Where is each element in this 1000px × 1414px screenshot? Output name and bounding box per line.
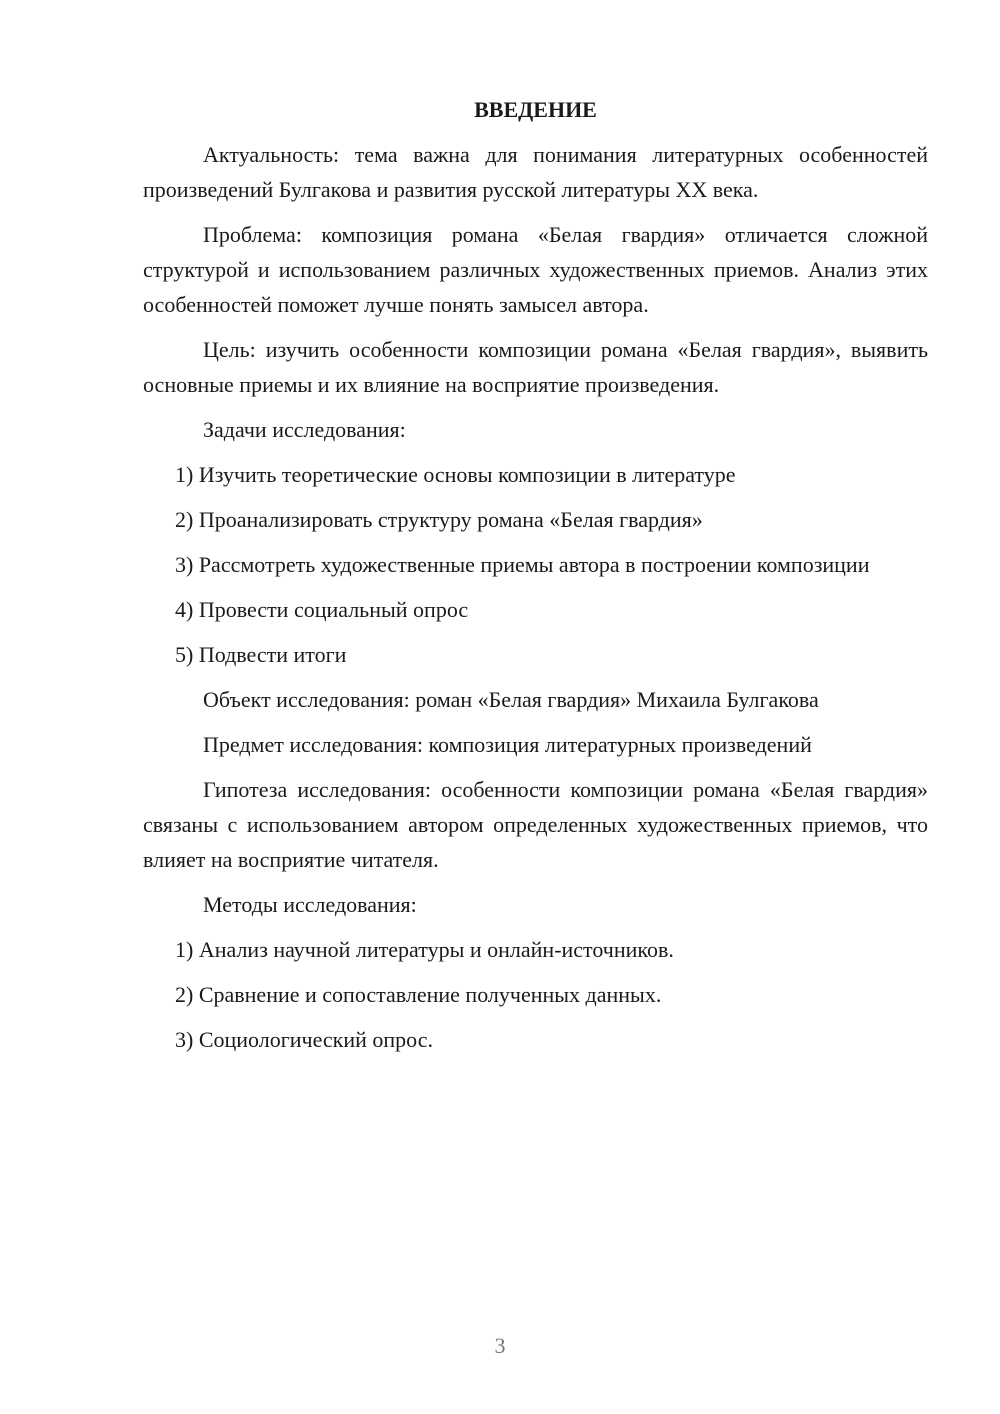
subject-paragraph: Предмет исследования: композиция литературных произведений <box>203 732 812 757</box>
task-item-1: 1) Изучить теоретические основы композиции в литературе <box>175 462 736 487</box>
hypothesis-paragraph: Гипотеза исследования: особенности композиции романа «Белая гвардия» связаны с использованием автором определенных художественных приемов, что влияет на восприятие читателя. <box>143 777 928 872</box>
object-paragraph: Объект исследования: роман «Белая гвардия» Михаила Булгакова <box>203 687 819 712</box>
page-number: 3 <box>494 1333 506 1358</box>
task-item-4: 4) Провести социальный опрос <box>175 597 469 622</box>
method-item-1: 1) Анализ научной литературы и онлайн-источников. <box>175 937 674 962</box>
task-item-5: 5) Подвести итоги <box>175 642 347 667</box>
goal-paragraph: Цель: изучить особенности композиции романа «Белая гвардия», выявить основные приемы и их влияние на восприятие произведения. <box>143 337 928 397</box>
task-item-3: 3) Рассмотреть художественные приемы автора в построении композиции <box>175 552 870 577</box>
tasks-heading: Задачи исследования: <box>203 417 406 442</box>
task-item-2: 2) Проанализировать структуру романа «Белая гвардия» <box>175 507 703 532</box>
document-page <box>143 92 928 1067</box>
relevance-paragraph: Актуальность: тема важна для понимания литературных особенностей произведений Булгакова и развития русской литературы XX века. <box>143 142 928 202</box>
methods-heading: Методы исследования: <box>203 892 417 917</box>
problem-paragraph: Проблема: композиция романа «Белая гвардия» отличается сложной структурой и использованием различных художественных приемов. Анализ этих особенностей поможет лучше понять замысел автора. <box>143 222 928 317</box>
section-title: ВВЕДЕНИЕ <box>474 97 597 122</box>
method-item-3: 3) Социологический опрос. <box>175 1027 433 1052</box>
method-item-2: 2) Сравнение и сопоставление полученных данных. <box>175 982 662 1007</box>
